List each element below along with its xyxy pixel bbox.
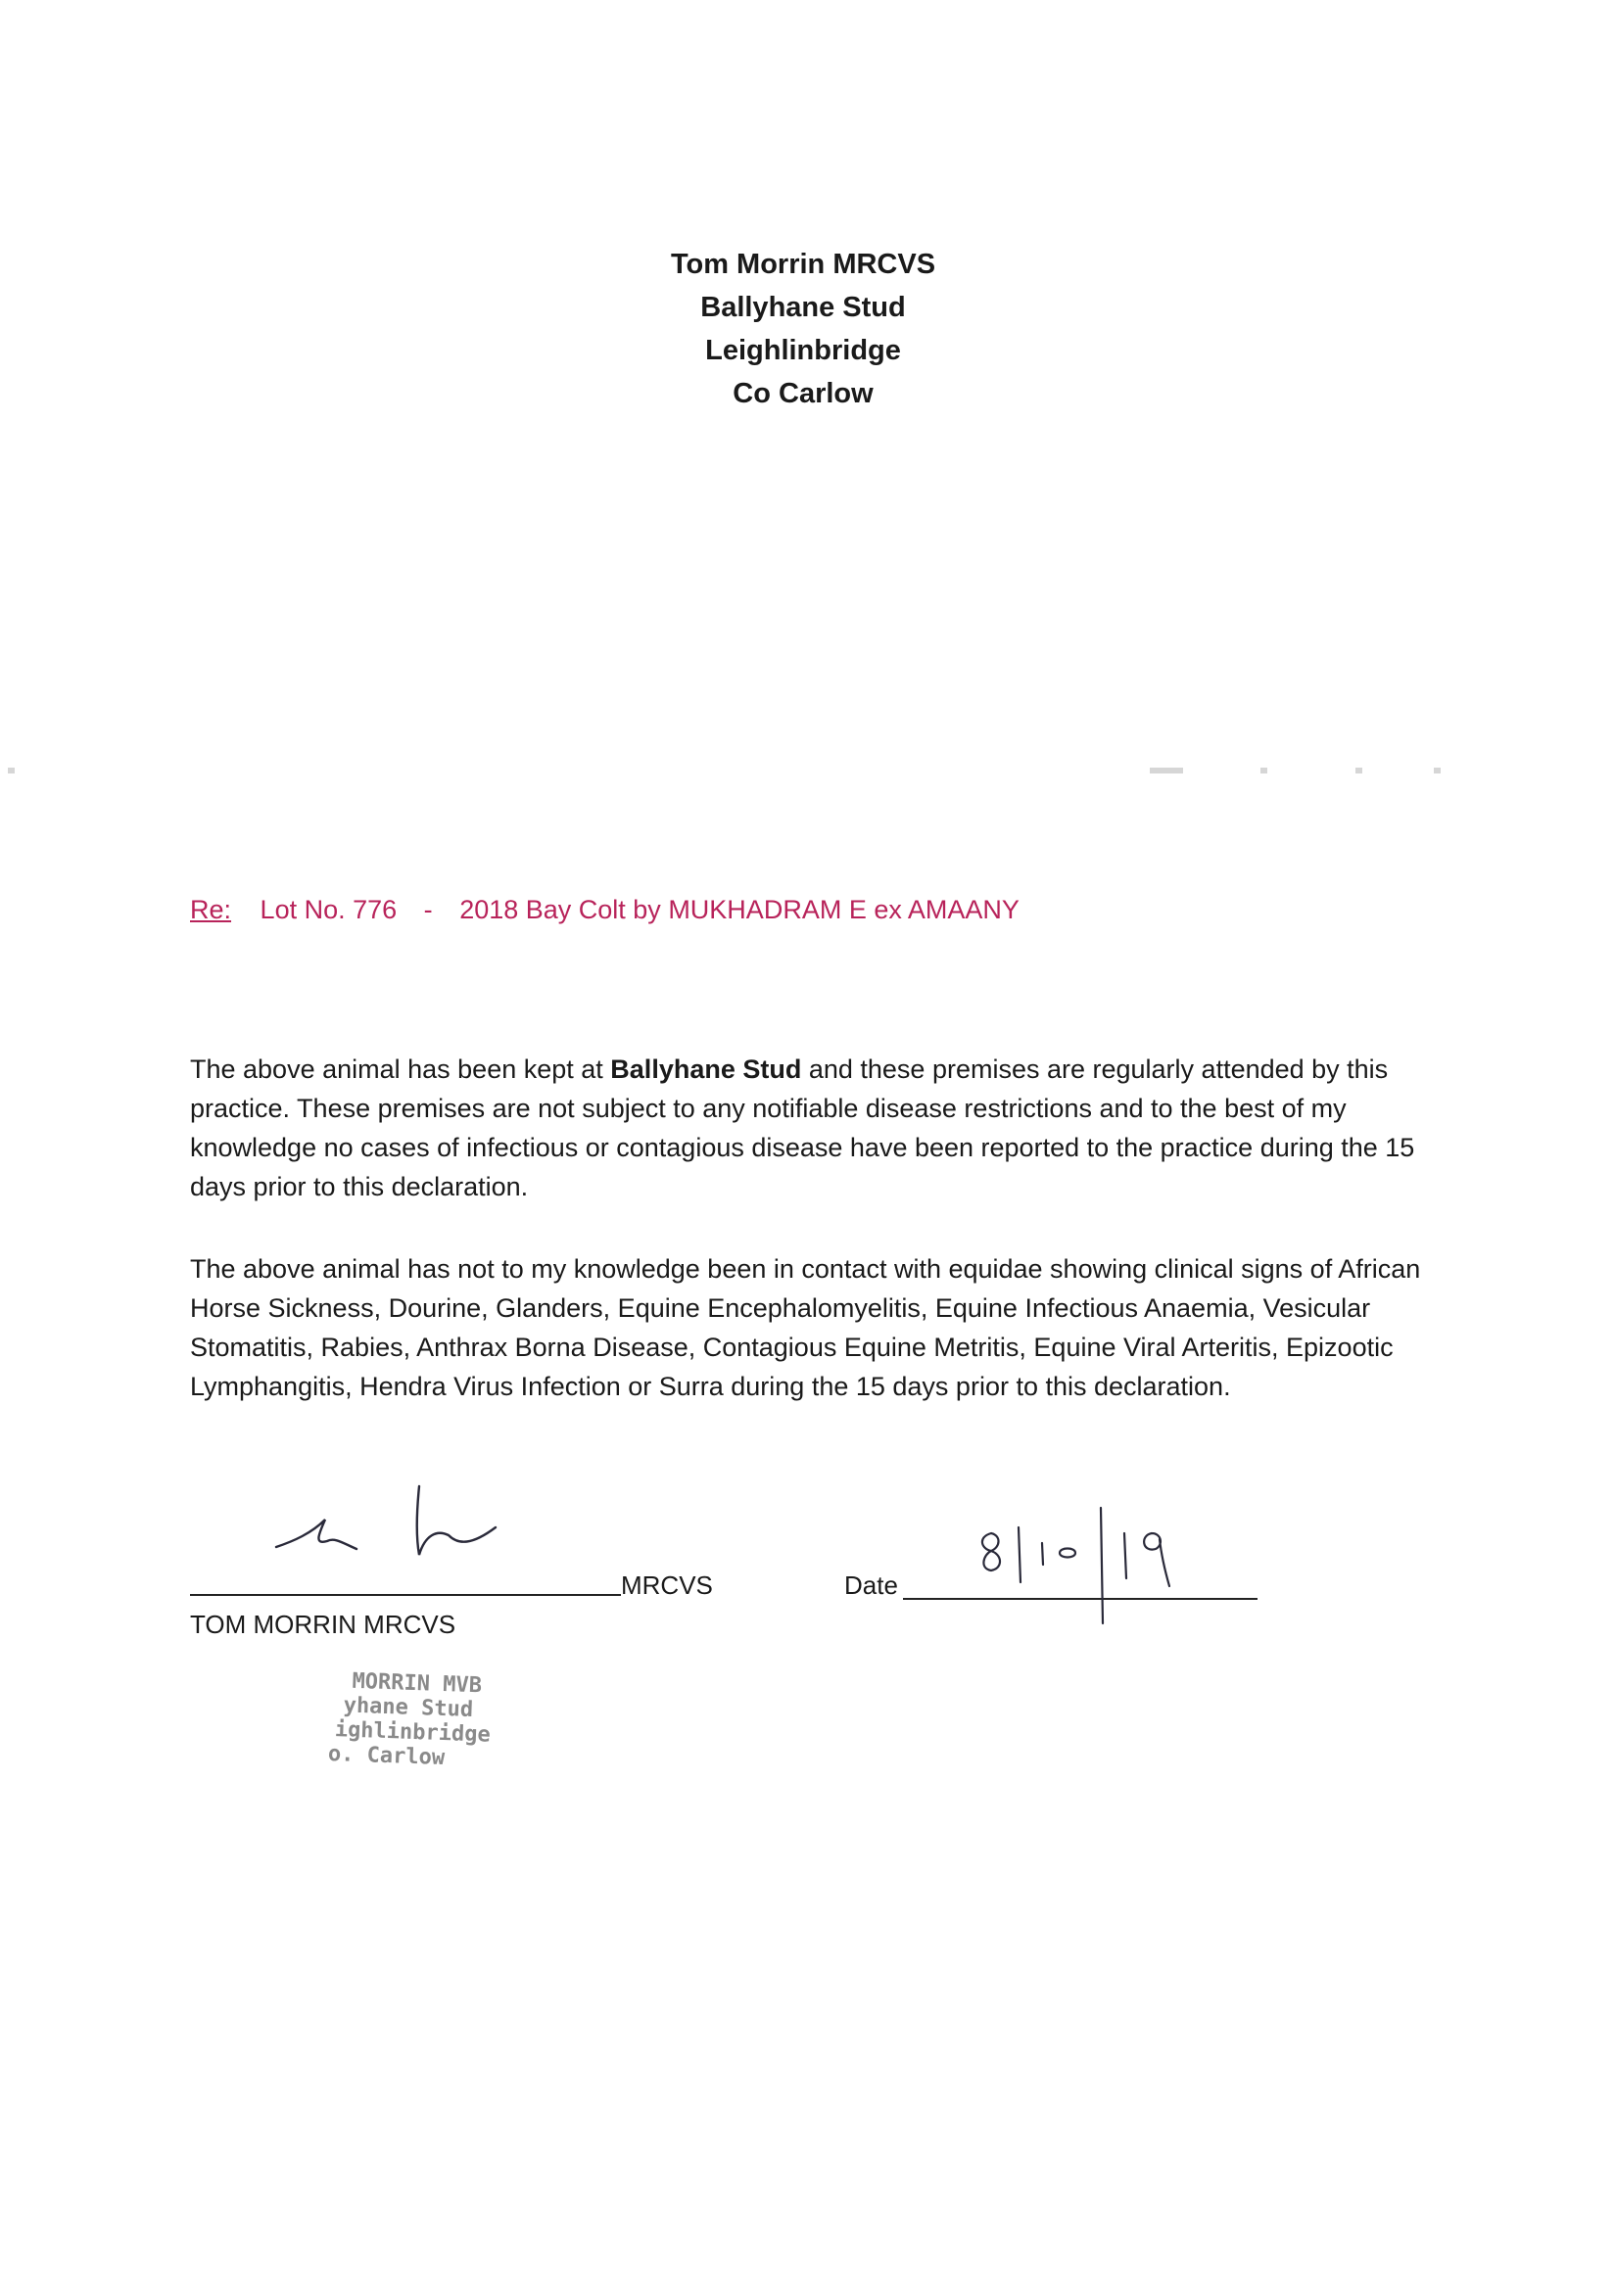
- handwritten-date: [970, 1504, 1195, 1625]
- reference-separator: -: [423, 895, 433, 924]
- vet-name: Tom Morrin MRCVS: [670, 249, 936, 280]
- date-separator: [1019, 1527, 1021, 1582]
- town: Leighlinbridge: [705, 335, 901, 366]
- declaration-paragraph-premises: [190, 1050, 1426, 1206]
- date-digit-0: [1060, 1549, 1075, 1558]
- stamp-line: o. Carlow: [327, 1741, 446, 1771]
- horse-description: 2018 Bay Colt by MUKHADRAM E ex AMAANY: [459, 895, 1020, 924]
- vet-stamp: [328, 1668, 493, 1772]
- date-digit-8: [982, 1533, 1000, 1570]
- letterhead: [548, 243, 1058, 415]
- scan-artifact: [1260, 768, 1267, 773]
- scan-artifact: [1355, 768, 1362, 773]
- signer-name: TOM MORRIN MRCVS: [190, 1610, 456, 1639]
- declaration-paragraph-diseases: The above animal has not to my knowledge been in contact with equidae showing clinical signs of African Horse Sickness, Dourine, Glanders, Equine Encephalomyelitis, Equine Infectious Anaemia, Vesicular Stomatitis, Rabies, Anthrax Borna Disease, Contagious Equine Metritis, Equine Viral Arteritis, Epizootic Lymphangitis, Hendra Virus Infection or Surra during the 15 days prior to this declaration.: [190, 1254, 1421, 1401]
- date-digit-1: [1124, 1533, 1126, 1578]
- stud-name-inline: Ballyhane Stud: [610, 1054, 802, 1084]
- scan-artifact: [1150, 768, 1183, 773]
- signature: [264, 1476, 529, 1570]
- paragraph-text: The above animal has been kept at: [190, 1054, 611, 1084]
- signature-line: [190, 1594, 621, 1596]
- date-digit-1: [1042, 1543, 1043, 1565]
- reference-label: Re:: [190, 895, 232, 924]
- date-separator: [1101, 1508, 1103, 1623]
- stamp-line: ighlinbridge: [334, 1717, 492, 1748]
- lot-number: Lot No. 776: [260, 895, 398, 924]
- stamp-line: MORRIN MVB: [352, 1668, 483, 1699]
- mrcvs-label: MRCVS: [621, 1570, 713, 1600]
- scan-artifact: [1434, 768, 1441, 773]
- stamp-line: yhane Stud: [343, 1693, 474, 1723]
- date-label: Date: [844, 1570, 898, 1600]
- paragraph-text: and these premises are regularly attended by this practice. These premises are not subject to any notifiable disease restrictions and to the best of my knowledge no cases of infectious or contagious disease have been reported to the practice during the 15 days prior to this declaration.: [190, 1054, 1415, 1201]
- county: Co Carlow: [733, 378, 874, 409]
- stud-name: Ballyhane Stud: [700, 292, 906, 323]
- signature-stroke: [276, 1520, 356, 1549]
- signature-stroke: [417, 1486, 496, 1555]
- reference-line: [190, 892, 1020, 927]
- date-digit-9: [1144, 1533, 1169, 1586]
- scan-artifact: [8, 768, 15, 773]
